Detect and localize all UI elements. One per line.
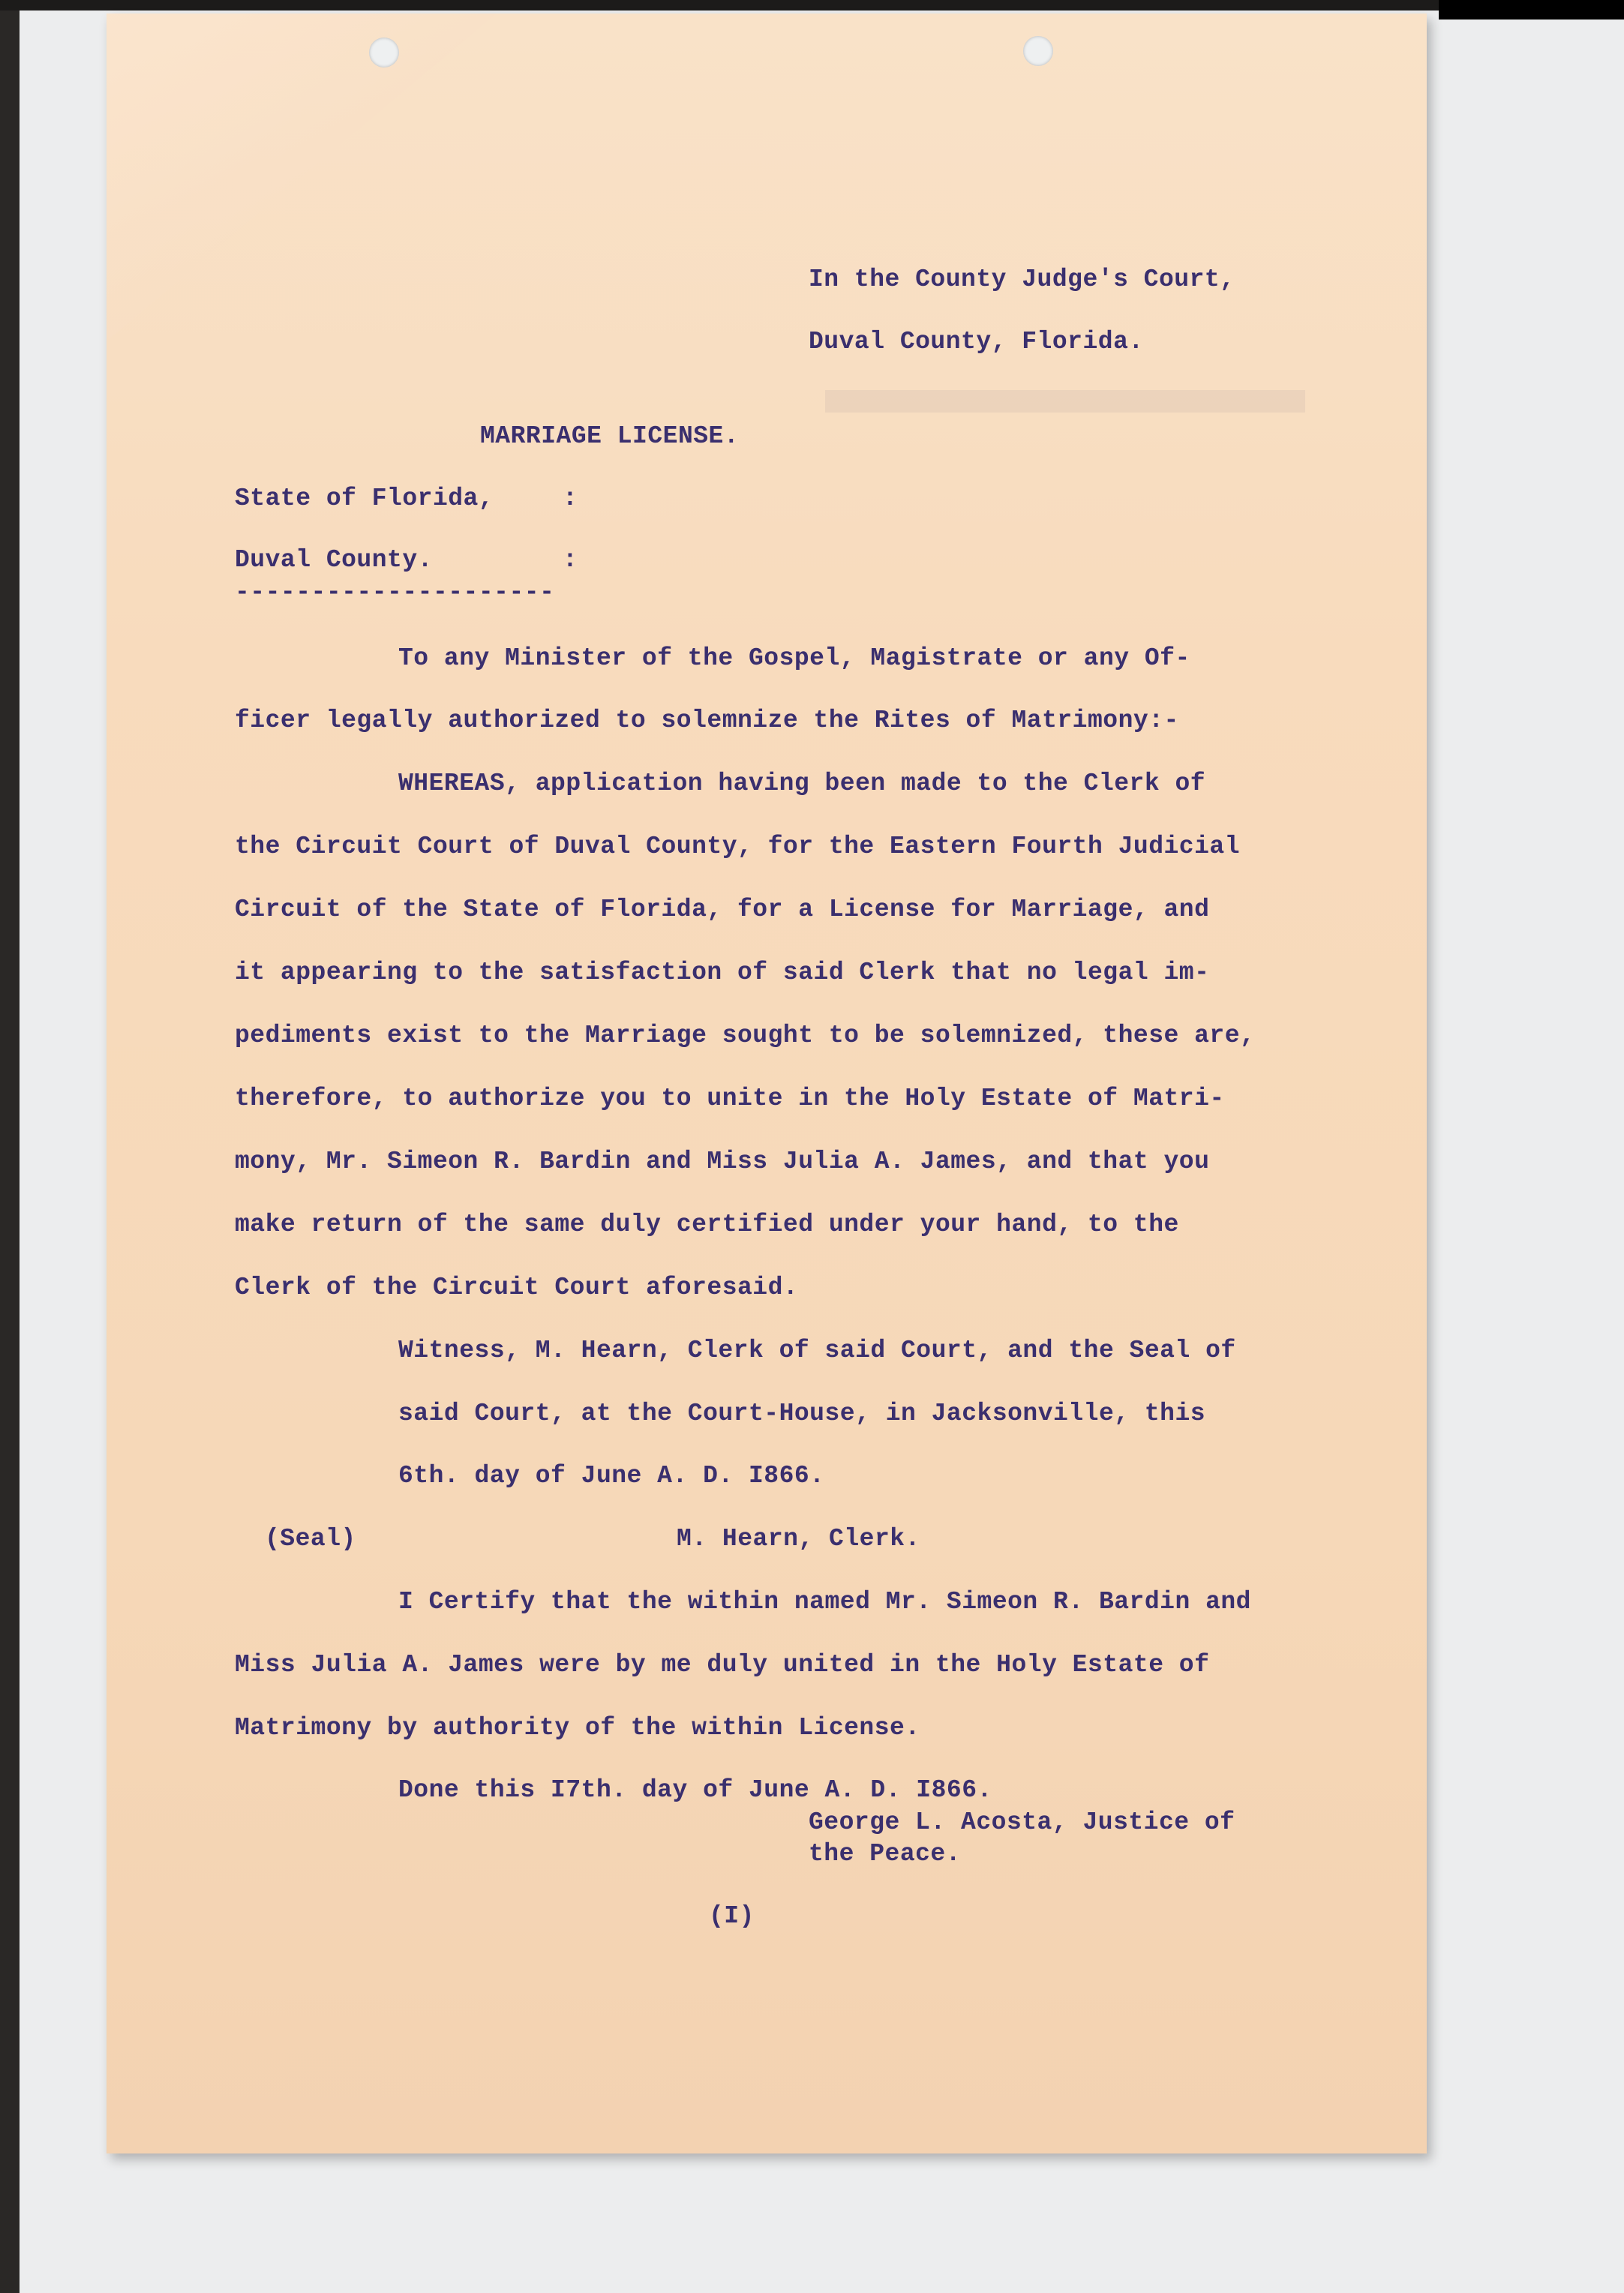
scan-edge-top bbox=[0, 0, 1624, 11]
certify-line: I Certify that the within named Mr. Simeon R. Bardin and bbox=[398, 1588, 1251, 1616]
whereas-line: pediments exist to the Marriage sought to be solemnized, these are, bbox=[235, 1022, 1256, 1049]
certify-line: Miss Julia A. James were by me duly united in the Holy Estate of bbox=[235, 1651, 1210, 1679]
done-line: Done this I7th. day of June A. D. I866. bbox=[398, 1776, 992, 1804]
punch-hole-left bbox=[369, 38, 399, 68]
punch-hole-right bbox=[1023, 36, 1053, 66]
whereas-line: the Circuit Court of Duval County, for the Eastern Fourth Judicial bbox=[235, 833, 1241, 860]
venue-state: State of Florida, bbox=[235, 485, 494, 512]
scan-edge-top-right bbox=[1439, 0, 1624, 20]
scan-edge-left bbox=[0, 0, 20, 2293]
whereas-line: therefore, to authorize you to unite in the Holy Estate of Matri- bbox=[235, 1085, 1225, 1112]
whereas-line: it appearing to the satisfaction of said Clerk that no legal im- bbox=[235, 959, 1210, 986]
whereas-line: Circuit of the State of Florida, for a License for Marriage, and bbox=[235, 896, 1210, 923]
seal-label: (Seal) bbox=[265, 1525, 356, 1553]
witness-line: said Court, at the Court-House, in Jacksonville, this bbox=[398, 1400, 1206, 1427]
address-line: To any Minister of the Gospel, Magistrate or any Of- bbox=[398, 644, 1190, 672]
witness-line: 6th. day of June A. D. I866. bbox=[398, 1462, 825, 1490]
court-heading: In the County Judge's Court, bbox=[809, 266, 1235, 293]
whereas-line: mony, Mr. Simeon R. Bardin and Miss Julia A. James, and that you bbox=[235, 1148, 1210, 1175]
whereas-line: Clerk of the Circuit Court aforesaid. bbox=[235, 1274, 799, 1301]
document-title: MARRIAGE LICENSE. bbox=[480, 422, 740, 450]
page-number: (I) bbox=[709, 1902, 755, 1930]
address-line: ficer legally authorized to solemnize the Rites of Matrimony:- bbox=[235, 707, 1179, 734]
clerk-signature: M. Hearn, Clerk. bbox=[677, 1525, 920, 1553]
whereas-line: WHEREAS, application having been made to the Clerk of bbox=[398, 770, 1206, 797]
county-heading: Duval County, Florida. bbox=[809, 328, 1144, 356]
venue-rule: --------------------- bbox=[235, 578, 555, 606]
bleed-through-mark bbox=[825, 390, 1305, 413]
whereas-line: make return of the same duly certified under your hand, to the bbox=[235, 1211, 1179, 1238]
witness-line: Witness, M. Hearn, Clerk of said Court, and the Seal of bbox=[398, 1337, 1236, 1364]
justice-line: George L. Acosta, Justice of bbox=[809, 1808, 1235, 1836]
venue-county: Duval County. bbox=[235, 546, 433, 574]
venue-county-colon: : bbox=[563, 546, 578, 574]
justice-line: the Peace. bbox=[809, 1840, 962, 1868]
certify-line: Matrimony by authority of the within License. bbox=[235, 1714, 920, 1742]
venue-state-colon: : bbox=[563, 485, 578, 512]
